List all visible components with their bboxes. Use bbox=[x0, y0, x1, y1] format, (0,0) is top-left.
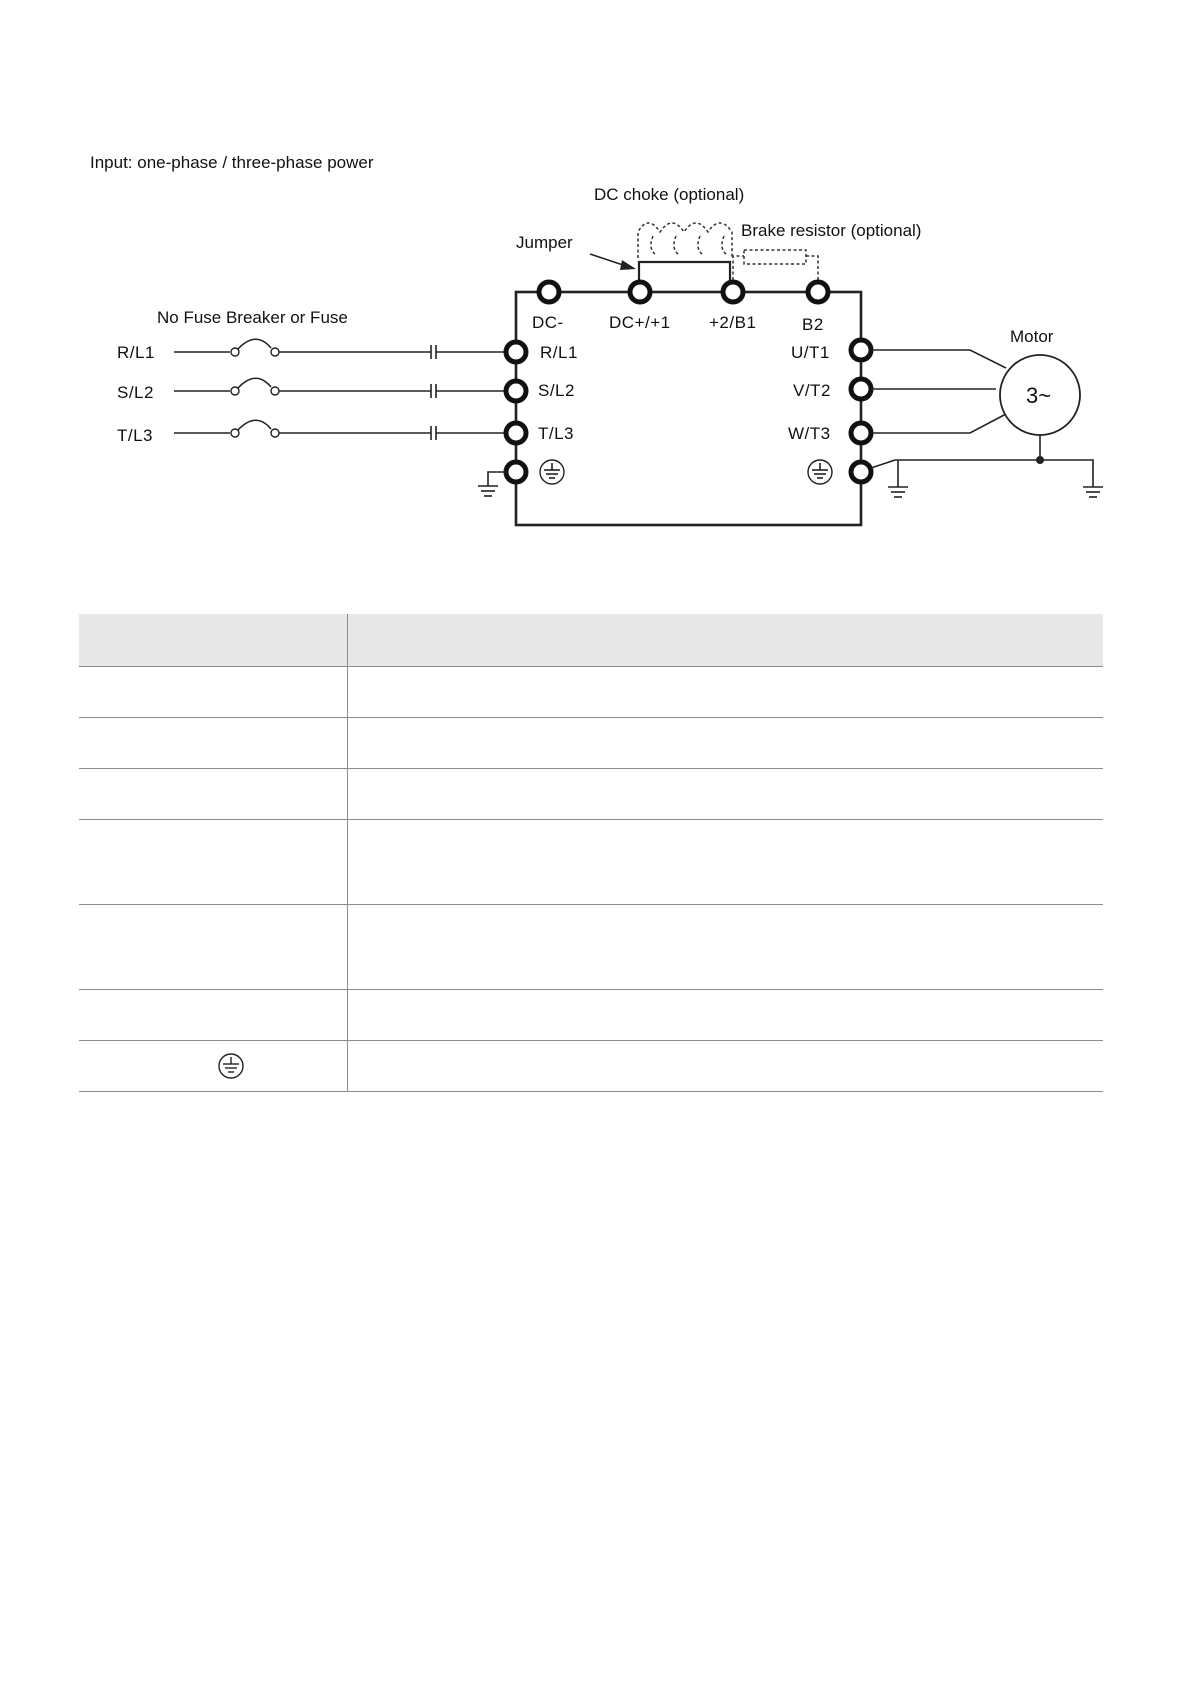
ground-icon bbox=[478, 472, 506, 496]
terminal-r-l1 bbox=[506, 342, 526, 362]
terminal-t-l3 bbox=[506, 423, 526, 443]
input-title: Input: one-phase / three-phase power bbox=[90, 153, 374, 172]
breaker-label: No Fuse Breaker or Fuse bbox=[157, 308, 348, 327]
terminal-b2 bbox=[808, 282, 828, 302]
jumper-bar bbox=[639, 262, 730, 286]
protective-earth-icon bbox=[217, 1052, 245, 1080]
ground-icon bbox=[1083, 487, 1103, 497]
input-lines bbox=[117, 339, 506, 445]
table-row bbox=[79, 718, 1103, 769]
protective-earth-icon bbox=[540, 460, 564, 484]
terminal-u-t1 bbox=[851, 340, 871, 360]
table-header bbox=[347, 614, 1103, 667]
left-terminal-label: T/L3 bbox=[538, 424, 575, 443]
description-cell bbox=[347, 718, 1103, 769]
ground-icon bbox=[888, 487, 908, 497]
terminal-cell bbox=[79, 990, 347, 1041]
table-row bbox=[79, 667, 1103, 718]
description-cell bbox=[347, 990, 1103, 1041]
top-terminal-label: B2 bbox=[802, 315, 824, 334]
terminal-cell bbox=[79, 820, 347, 905]
terminal-s-l2 bbox=[506, 381, 526, 401]
table-row bbox=[79, 769, 1103, 820]
breaker-icon bbox=[174, 420, 506, 440]
table-row bbox=[79, 990, 1103, 1041]
wiring-diagram bbox=[0, 0, 1191, 560]
input-line-label: R/L1 bbox=[117, 343, 155, 362]
terminal-table bbox=[79, 614, 1103, 1092]
right-terminal-label: V/T2 bbox=[793, 381, 831, 400]
description-cell bbox=[347, 820, 1103, 905]
description-cell bbox=[347, 905, 1103, 990]
terminal-ground-right bbox=[851, 462, 871, 482]
terminal-cell bbox=[79, 769, 347, 820]
jumper-arrow-icon bbox=[590, 254, 636, 270]
terminal-cell bbox=[79, 718, 347, 769]
right-terminals bbox=[788, 340, 871, 482]
terminal-cell bbox=[79, 905, 347, 990]
left-terminal-label: S/L2 bbox=[538, 381, 575, 400]
terminal-ground-left bbox=[506, 462, 526, 482]
description-cell bbox=[347, 667, 1103, 718]
terminal-cell bbox=[79, 667, 347, 718]
terminal-dc-plus bbox=[630, 282, 650, 302]
breaker-icon bbox=[174, 378, 506, 398]
motor-wiring bbox=[871, 350, 1006, 433]
top-terminal-label: DC- bbox=[532, 313, 564, 332]
dc-choke-coil-icon bbox=[638, 223, 732, 258]
dc-choke-label: DC choke (optional) bbox=[594, 185, 745, 204]
top-terminal-label: DC+/+1 bbox=[609, 313, 671, 332]
table-row bbox=[79, 820, 1103, 905]
ground-wiring bbox=[871, 435, 1093, 487]
right-terminal-label: W/T3 bbox=[788, 424, 831, 443]
motor-symbol: 3~ bbox=[1026, 383, 1052, 408]
protective-earth-icon bbox=[808, 460, 832, 484]
breaker-icon bbox=[174, 339, 506, 359]
description-cell bbox=[347, 1041, 1103, 1092]
input-line-label: T/L3 bbox=[117, 426, 154, 445]
right-terminal-label: U/T1 bbox=[791, 343, 830, 362]
table-header bbox=[79, 614, 347, 667]
top-terminals bbox=[532, 282, 828, 334]
table-row bbox=[79, 1041, 1103, 1092]
terminal-b1 bbox=[723, 282, 743, 302]
input-line-label: S/L2 bbox=[117, 383, 154, 402]
terminal-cell bbox=[79, 1041, 347, 1092]
brake-resistor-label: Brake resistor (optional) bbox=[741, 221, 922, 240]
brake-resistor-icon bbox=[733, 250, 818, 280]
motor-label: Motor bbox=[1010, 327, 1054, 346]
terminal-dc-minus bbox=[539, 282, 559, 302]
table-row bbox=[79, 905, 1103, 990]
description-cell bbox=[347, 769, 1103, 820]
left-terminal-label: R/L1 bbox=[540, 343, 578, 362]
jumper-label: Jumper bbox=[516, 233, 573, 252]
table-header-row bbox=[79, 614, 1103, 667]
top-terminal-label: +2/B1 bbox=[709, 313, 757, 332]
motor-icon bbox=[1000, 355, 1080, 435]
terminal-v-t2 bbox=[851, 379, 871, 399]
terminal-w-t3 bbox=[851, 423, 871, 443]
